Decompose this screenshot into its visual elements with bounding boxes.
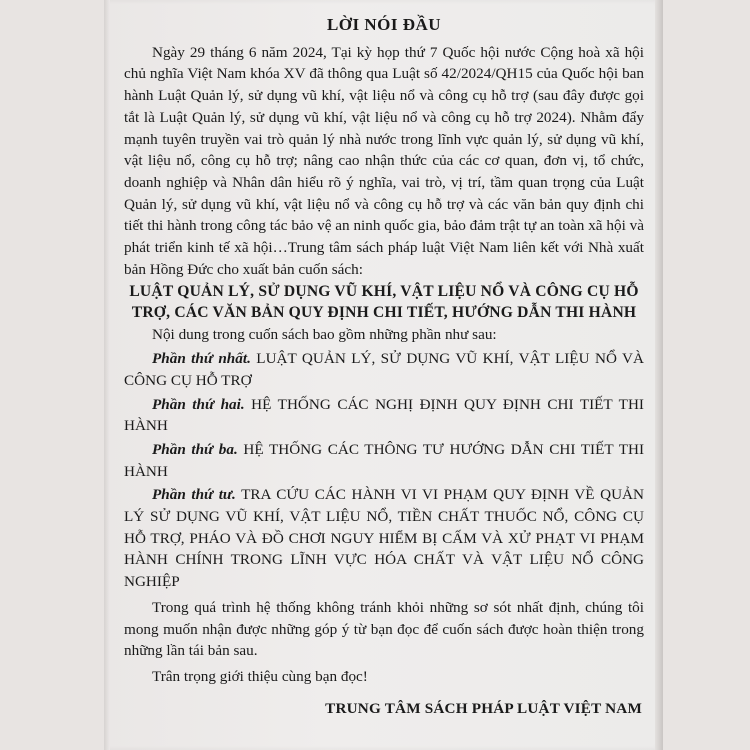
part-4 <box>124 484 644 593</box>
intro-paragraph: Ngày 29 tháng 6 năm 2024, Tại kỳ họp thứ 7 Quốc hội nước Cộng hoà xã hội chủ nghĩa Việt Nam khóa XV đã thông qua Luật số 42/2024/QH15 của Quốc hội ban hành Luật Quản lý, sử dụng vũ khí, vật liệu nổ và công cụ hỗ trợ (sau đây được gọi tắt là Luật Quản lý, sử dụng vũ khí, vật liệu nổ và công cụ hỗ trợ 2024). Nhằm đẩy mạnh tuyên truyền vai trò quản lý nhà nước trong lĩnh vực quản lý, sử dụng vũ khí, vật liệu nổ, công cụ hỗ trợ; nâng cao nhận thức của các cơ quan, đơn vị, tổ chức, doanh nghiệp và Nhân dân hiểu rõ ý nghĩa, vai trò, vị trí, tầm quan trọng của Luật Quản lý, sử dụng vũ khí, vật liệu nổ và công cụ hỗ trợ và các văn bản quy định chi tiết thi hành trong công tác bảo vệ an ninh quốc gia, bảo đảm trật tự an toàn xã hội và phát triển kinh tế xã hội…Trung tâm sách pháp luật Việt Nam liên kết với Nhà xuất bản Hồng Đức cho xuất bản cuốn sách: <box>124 43 644 278</box>
signature: TRUNG TÂM SÁCH PHÁP LUẬT VIỆT NAM <box>325 699 642 717</box>
page-binding-edge <box>104 0 110 750</box>
closing-paragraph: Trong quá trình hệ thống không tránh khỏi những sơ sót nhất định, chúng tôi mong muốn nhận được những góp ý từ bạn đọc để cuốn sách được hoàn thiện trong những lần tái bản sau. <box>124 598 644 660</box>
contents-intro: Nội dung trong cuốn sách bao gồm những phần như sau: <box>152 326 497 344</box>
preface-text <box>124 14 644 719</box>
part-1 <box>124 348 644 391</box>
book-title: LUẬT QUẢN LÝ, SỬ DỤNG VŨ KHÍ, VẬT LIỆU NỔ VÀ CÔNG CỤ HỖ TRỢ, CÁC VĂN BẢN QUY ĐỊNH CHI TIẾT, HƯỚNG DẪN THI HÀNH <box>129 283 639 322</box>
part-2-text: HỆ THỐNG CÁC NGHỊ ĐỊNH QUY ĐỊNH CHI TIẾT THI HÀNH <box>124 395 644 435</box>
part-1-label: Phần thứ nhất. <box>152 350 251 368</box>
page-title: LỜI NÓI ĐẦU <box>326 15 442 34</box>
part-4-label: Phần thứ tư. <box>152 486 236 504</box>
part-4-text: TRA CỨU CÁC HÀNH VI VI PHẠM QUY ĐỊNH VỀ QUẢN LÝ SỬ DỤNG VŨ KHÍ, VẬT LIỆU NỔ, TIỀN CHẤT THUỐC NỔ, CÔNG CỤ HỖ TRỢ, PHÁO VÀ ĐỒ CHƠI NGUY HIỂM BỊ CẤM VÀ XỬ PHẠT VI PHẠM HÀNH CHÍNH TRONG LĨNH VỰC HÓA CHẤT VÀ VẬT LIỆU NỔ CÔNG NGHIỆP <box>124 486 644 591</box>
part-3 <box>124 439 644 482</box>
page-outer-edge <box>655 0 663 750</box>
part-1-text: LUẬT QUẢN LÝ, SỬ DỤNG VŨ KHÍ, VẬT LIỆU NỔ VÀ CÔNG CỤ HỖ TRỢ <box>124 350 644 389</box>
part-3-text: HỆ THỐNG CÁC THÔNG TƯ HƯỚNG DẪN CHI TIẾT THI HÀNH <box>124 440 644 480</box>
part-3-label: Phần thứ ba. <box>152 440 238 458</box>
part-2-label: Phần thứ hai. <box>152 395 245 413</box>
part-2 <box>124 394 644 437</box>
greeting: Trân trọng giới thiệu cùng bạn đọc! <box>152 667 368 685</box>
